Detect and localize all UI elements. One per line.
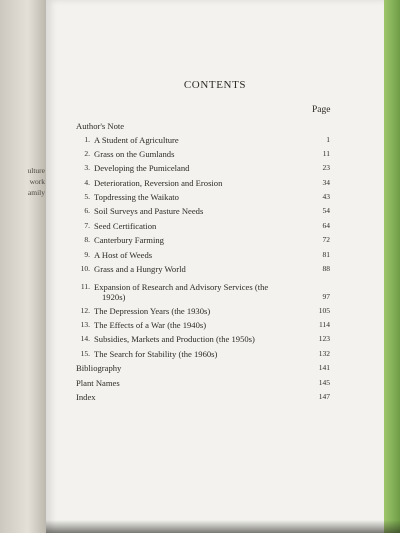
toc-entry (76, 121, 330, 135)
page-number: 72 (322, 235, 330, 244)
page-number: 54 (322, 206, 330, 215)
left-page-fragment: ulture (27, 166, 45, 175)
page-number: 43 (322, 192, 330, 201)
left-page (0, 0, 46, 533)
page-number: 97 (322, 292, 330, 301)
toc-entry (76, 149, 330, 163)
chapter-title: A Student of Agriculture (94, 135, 179, 145)
chapter-number: 7. (84, 221, 90, 230)
toc-entry (76, 163, 330, 177)
chapter-title-continuation: 1920s) (102, 292, 126, 302)
page-number: 23 (322, 163, 330, 172)
chapter-title: Topdressing the Waikato (94, 192, 179, 202)
page-number: 123 (318, 334, 330, 343)
toc-entry (76, 221, 330, 235)
page-column-header: Page (312, 105, 331, 115)
chapter-title: The Search for Stability (the 1960s) (94, 349, 218, 359)
chapter-title: Grass on the Gumlands (94, 149, 175, 159)
chapter-title: Index (76, 392, 96, 402)
page-number: 105 (318, 306, 330, 315)
page-bottom-shadow (46, 520, 400, 533)
chapter-number: 12. (80, 306, 90, 315)
toc-entry (76, 378, 330, 392)
page-number: 132 (318, 349, 330, 358)
chapter-title: Grass and a Hungry World (94, 264, 186, 274)
page-number: 1 (326, 135, 330, 144)
toc-entry (76, 250, 330, 264)
page-number: 141 (318, 363, 330, 372)
left-page-fragment: amily (27, 188, 45, 197)
page-number: 11 (322, 149, 330, 158)
toc-entry (76, 192, 330, 206)
toc-entry (76, 235, 330, 249)
chapter-number: 10. (80, 264, 90, 273)
chapter-title: The Effects of a War (the 1940s) (94, 320, 207, 330)
chapter-title: The Depression Years (the 1930s) (94, 306, 211, 316)
chapter-number: 8. (84, 235, 90, 244)
page-number: 114 (319, 320, 330, 329)
toc-entry (76, 282, 330, 302)
chapter-title: Author's Note (76, 121, 125, 131)
toc-entry (76, 206, 330, 220)
chapter-title: Plant Names (76, 378, 120, 388)
chapter-number: 9. (84, 250, 90, 259)
toc-entry (76, 264, 330, 278)
toc-entry (76, 392, 330, 406)
chapter-title: Deterioration, Reversion and Erosion (94, 178, 223, 188)
page-number: 34 (322, 178, 330, 187)
toc-entry (76, 334, 330, 348)
chapter-title: Developing the Pumiceland (94, 163, 190, 173)
toc-entry (76, 349, 330, 363)
chapter-number: 15. (80, 349, 90, 358)
chapter-number: 14. (80, 334, 90, 343)
toc-entry (76, 178, 330, 192)
toc-entry (76, 320, 330, 334)
page-number: 147 (318, 392, 330, 401)
chapter-number: 11. (80, 282, 90, 291)
contents-title: CONTENTS (183, 79, 247, 91)
toc-entry (76, 135, 330, 149)
chapter-title: Soil Surveys and Pasture Needs (94, 206, 204, 216)
chapter-title: Subsidies, Markets and Production (the 1950s) (94, 334, 255, 344)
chapter-title: Expansion of Research and Advisory Services (the (94, 282, 269, 292)
page-number: 145 (318, 378, 330, 387)
green-cover-edge (384, 0, 400, 533)
page-number: 81 (322, 250, 330, 259)
chapter-number: 3. (84, 163, 90, 172)
chapter-number: 4. (84, 178, 90, 187)
chapter-title: Canterbury Farming (94, 235, 164, 245)
chapter-title: A Host of Weeds (94, 250, 153, 260)
page-number: 64 (322, 221, 330, 230)
chapter-number: 1. (84, 135, 90, 144)
toc-entry (76, 306, 330, 320)
chapter-number: 5. (84, 192, 90, 201)
chapter-title: Bibliography (76, 363, 122, 373)
page-number: 88 (322, 264, 330, 273)
chapter-number: 2. (84, 149, 90, 158)
chapter-number: 13. (80, 320, 90, 329)
chapter-title: Seed Certification (94, 221, 157, 231)
chapter-number: 6. (84, 206, 90, 215)
left-page-fragment: work (29, 177, 45, 186)
toc-entry (76, 363, 330, 377)
